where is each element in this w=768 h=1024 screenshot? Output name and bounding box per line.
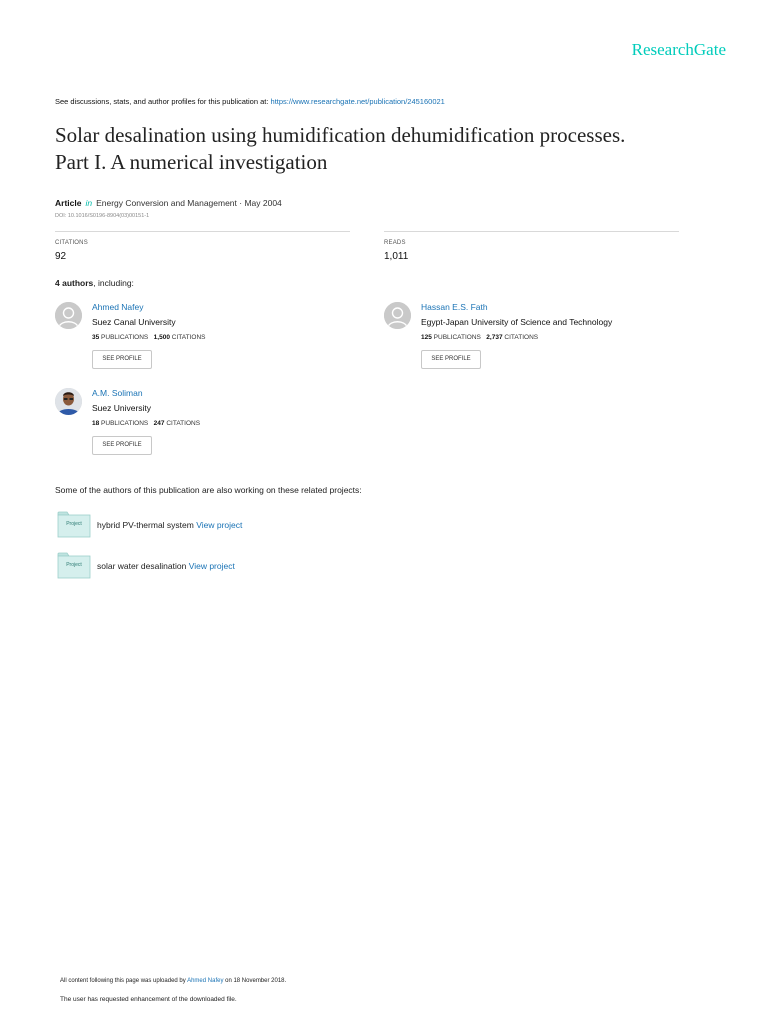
author-publications-label: PUBLICATIONS (101, 334, 149, 341)
uploader-link[interactable]: Ahmed Nafey (187, 978, 224, 984)
see-profile-button[interactable]: SEE PROFILE (92, 350, 152, 369)
project-name: solar water desalination (97, 561, 187, 571)
author-stats (421, 334, 538, 341)
author-citations-count: 2,737 (486, 334, 503, 341)
project-folder-icon (57, 552, 91, 584)
enhancement-note: The user has requested enhancement of the downloaded file. (60, 996, 237, 1003)
author-institution: Egypt-Japan University of Science and Technology (421, 317, 613, 327)
researchgate-logo[interactable]: ResearchGate (631, 40, 726, 59)
publication-url-link[interactable]: https://www.researchgate.net/publication/245160021 (270, 97, 445, 106)
authors-including: , including: (93, 278, 134, 288)
see-profile-button[interactable]: SEE PROFILE (421, 350, 481, 369)
authors-count: 4 authors (55, 278, 94, 288)
title-line-1: Solar desalination using humidification dehumidification processes. (55, 123, 626, 147)
reads-value: 1,011 (384, 251, 409, 262)
author-stats (92, 334, 205, 341)
user-placeholder-icon (384, 302, 411, 329)
upload-note (60, 978, 286, 984)
citations-value: 92 (55, 251, 67, 262)
author-stats (92, 420, 200, 427)
author-citations-count: 1,500 (153, 334, 170, 341)
author-citations-label: CITATIONS (171, 334, 206, 341)
see-profile-button[interactable]: SEE PROFILE (92, 436, 152, 455)
author-name[interactable]: Hassan E.S. Fath (421, 302, 488, 312)
citations-divider (55, 231, 350, 232)
title-line-2: Part I. A numerical investigation (55, 150, 328, 174)
project-folder-icon (57, 511, 91, 543)
project-item (97, 561, 235, 571)
avatar[interactable] (384, 302, 411, 329)
view-project-link[interactable]: View project (188, 561, 235, 571)
author-name[interactable]: Ahmed Nafey (92, 302, 144, 312)
author-name[interactable]: A.M. Soliman (92, 388, 143, 398)
author-publications-count: 125 (421, 334, 432, 341)
upload-suffix: on 18 November 2018. (225, 978, 287, 984)
doi: DOI: 10.1016/S0196-8904(03)00151-1 (55, 213, 150, 219)
author-publications-count: 18 (92, 420, 100, 427)
authors-heading (55, 278, 134, 288)
author-citations-label: CITATIONS (166, 420, 201, 427)
author-publications-label: PUBLICATIONS (101, 420, 149, 427)
view-project-link[interactable]: View project (196, 520, 243, 530)
project-item (97, 520, 242, 530)
author-institution: Suez University (92, 403, 152, 413)
author-citations-count: 247 (153, 420, 165, 427)
author-photo-icon (55, 388, 82, 415)
author-publications-count: 35 (92, 334, 100, 341)
citations-label: CITATIONS (55, 240, 88, 246)
user-placeholder-icon (55, 302, 82, 329)
project-name: hybrid PV-thermal system (97, 520, 194, 530)
meta-in: in (85, 198, 93, 208)
discussion-text: See discussions, stats, and author profiles for this publication at: (55, 97, 269, 106)
publication-meta (55, 198, 282, 208)
journal-name: Energy Conversion and Management · May 2004 (96, 198, 282, 208)
related-projects-heading: Some of the authors of this publication are also working on these related projects: (55, 485, 362, 495)
publication-type: Article (55, 198, 82, 208)
author-citations-label: CITATIONS (504, 334, 539, 341)
author-institution: Suez Canal University (92, 317, 176, 327)
avatar[interactable] (55, 302, 82, 329)
avatar-photo[interactable] (55, 388, 82, 415)
reads-divider (384, 231, 679, 232)
author-publications-label: PUBLICATIONS (433, 334, 481, 341)
reads-label: READS (384, 240, 406, 246)
project-badge: Project (66, 521, 82, 527)
publication-title (55, 122, 735, 176)
upload-prefix: All content following this page was uploaded by (60, 978, 186, 984)
project-badge: Project (66, 562, 82, 568)
discussion-line (55, 97, 445, 106)
